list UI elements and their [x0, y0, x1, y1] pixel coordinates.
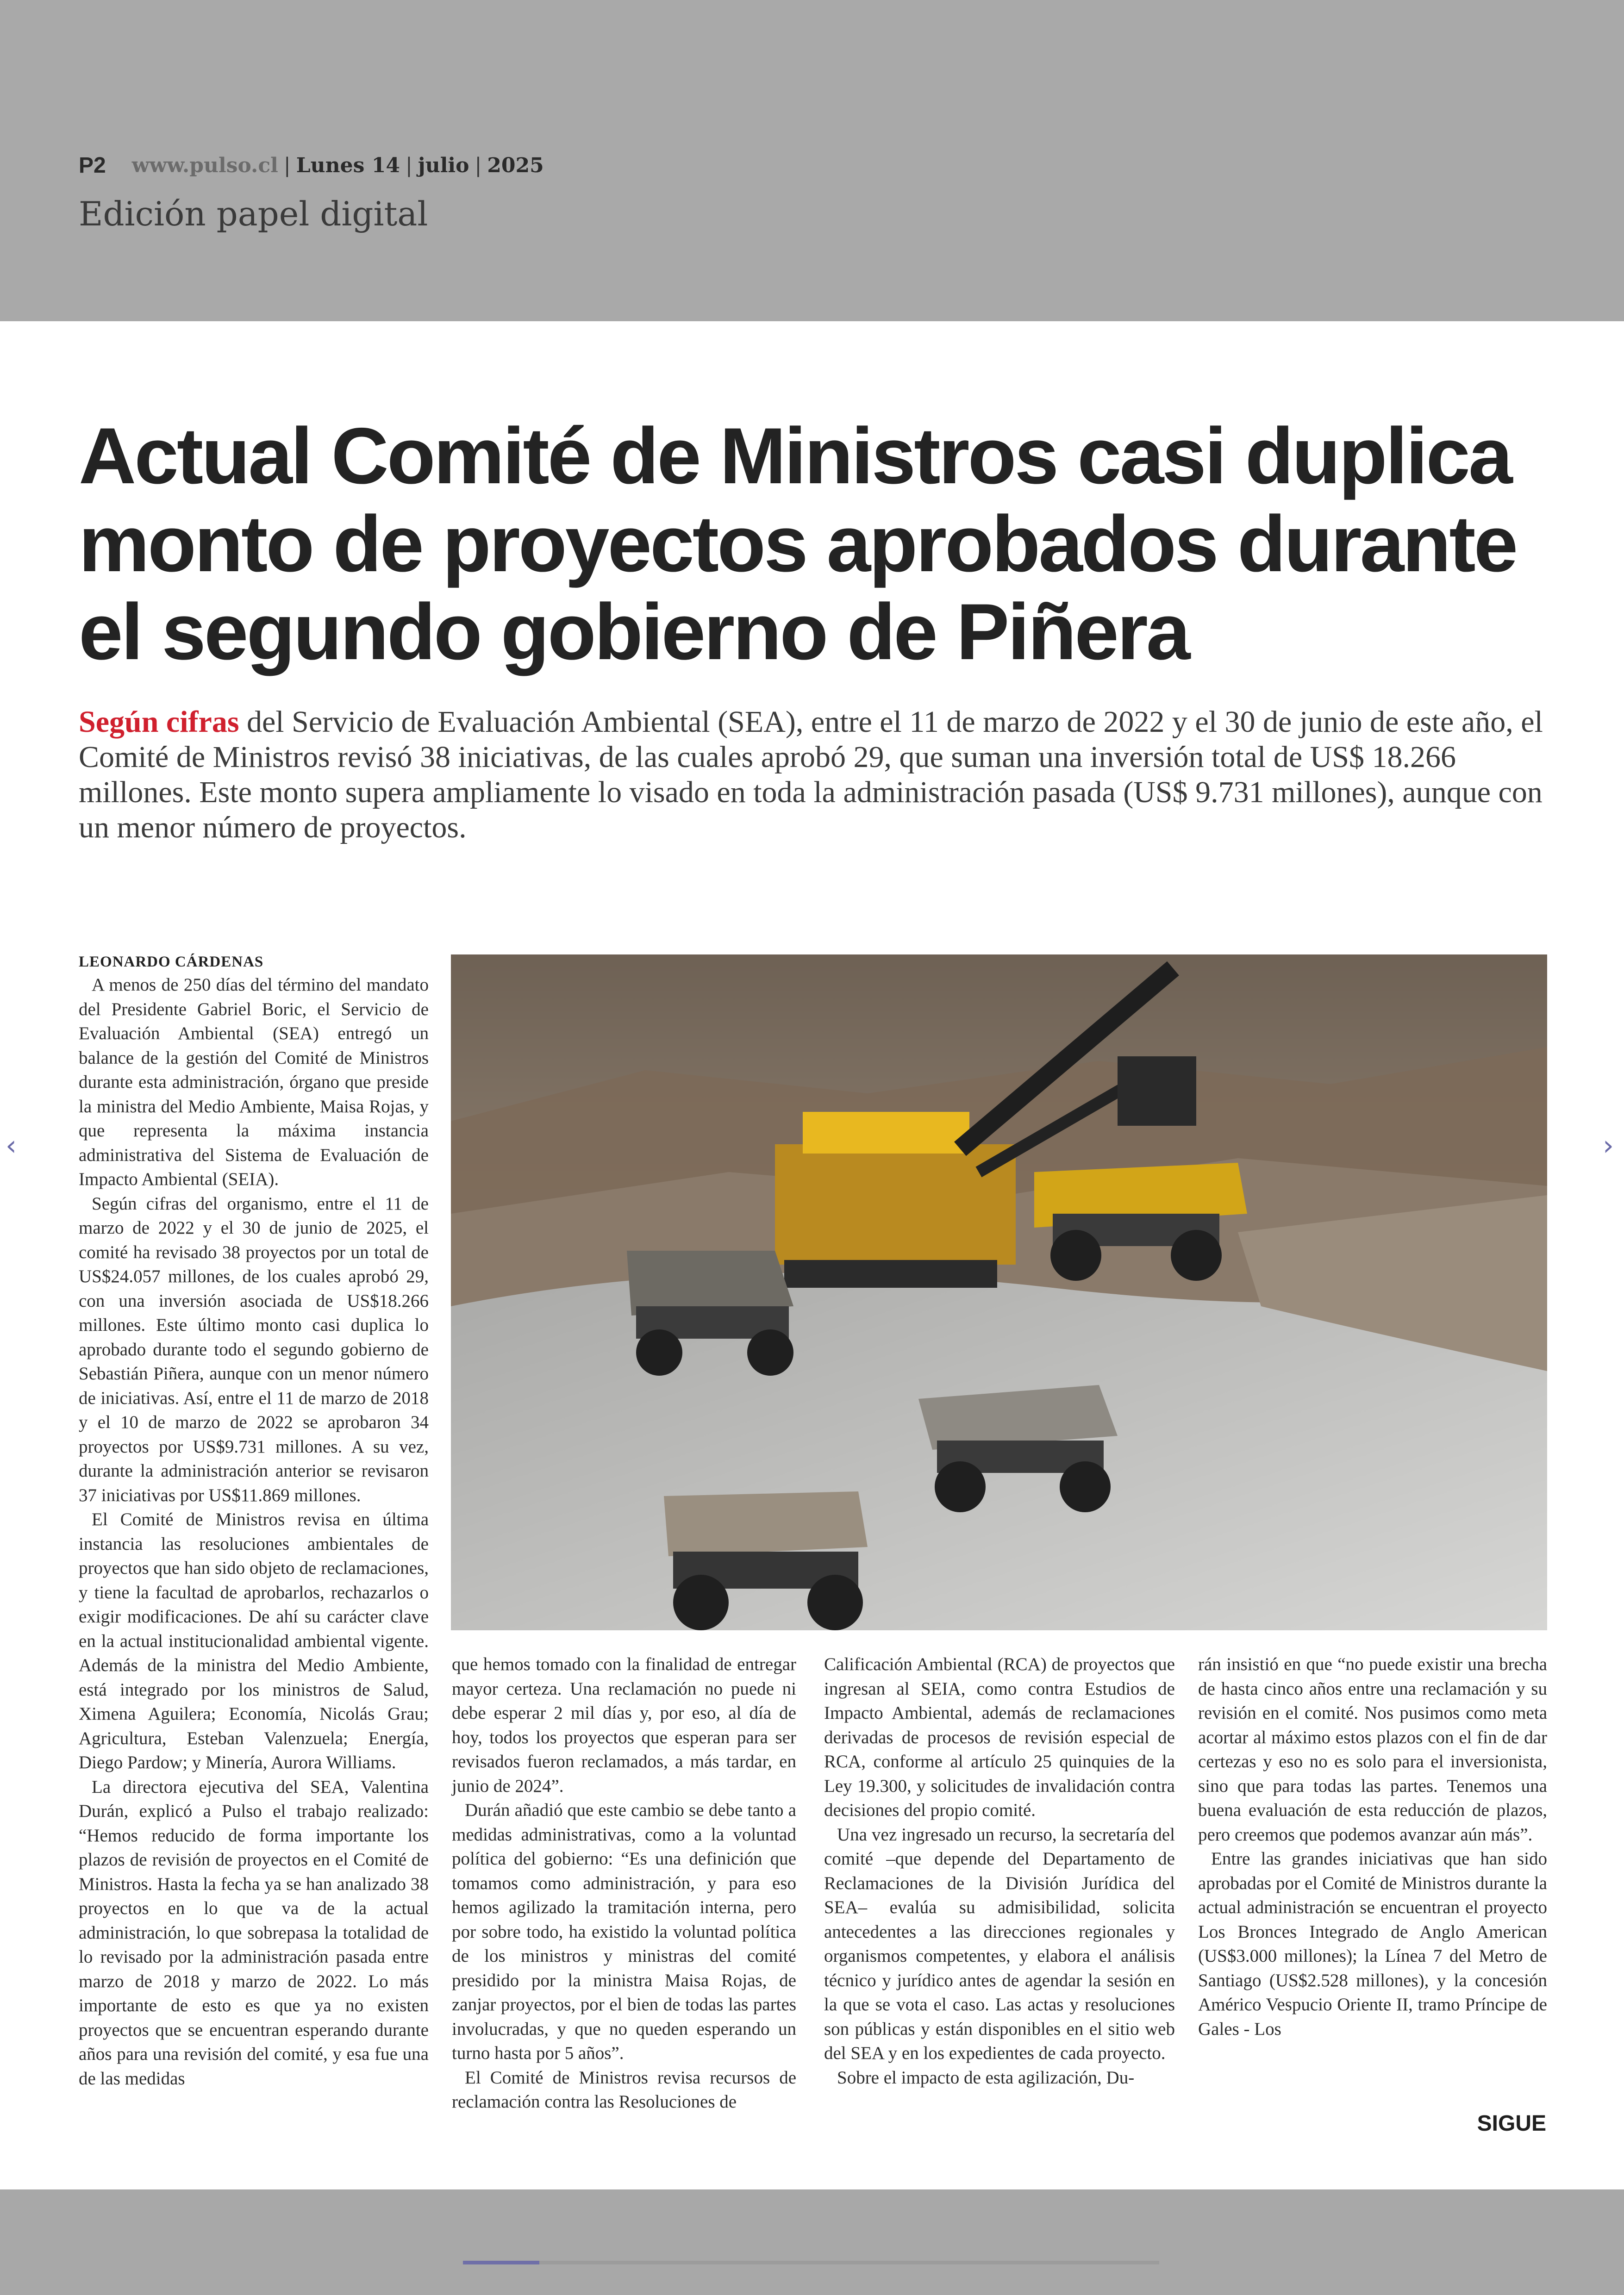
- paragraph: Según cifras del organismo, entre el 11 de marzo de 2022 y el 30 de junio de 2025, el comité ha revisado 38 proyectos por un total de US$24.057 millones, de los cuales aprobó 29, con una inversión asociada de US$18.266 millones. Este último monto casi duplica lo aprobado durante todo el segundo gobierno de Sebastián Piñera, aunque con un menor número de iniciativas. Así, entre el 11 de marzo de 2018 y el 10 de marzo de 2022 se aprobaron 34 proyectos por US$9.731 millones. A su vez, durante la administración anterior se revisaron 37 iniciativas por US$11.869 millones.: [79, 1193, 429, 1505]
- paragraph: Sobre el impacto de esta agilización, Du-: [837, 2067, 1135, 2088]
- page-progress-fill: [463, 2261, 539, 2264]
- lead-text: del Servicio de Evaluación Ambiental (SEA), entre el 11 de marzo de 2022 y el 30 de junio de este año, el Comité de Ministros revisó 38 iniciativas, de las cuales aprobó 29, que suman una inversión total de US$ 18.266 millones. Este monto supera ampliamente lo visado en toda la administración pasada (US$ 9.731 millones), aunque con un menor número de proyectos.: [79, 705, 1543, 844]
- paragraph: A menos de 250 días del término del mandato del Presidente Gabriel Boric, el Servicio de Evaluación Ambiental (SEA) entregó un balance de la gestión del Comité de Ministros durante esta administración, órgano que preside la ministra del Medio Ambiente, Maisa Rojas, y que representa la máxima instancia administrativa del Sistema de Evaluación de Impacto Ambiental (SEIA).: [79, 975, 429, 1189]
- article-column-3: [824, 1653, 1175, 2090]
- paragraph: Entre las grandes iniciativas que han sido aprobadas por el Comité de Ministros durante la actual administración se encuentran el proyecto Los Bronces Integrado de Anglo American (US$3.000 millones); la Línea 7 del Metro de Santiago (US$2.528 millones), y la concesión Américo Vespucio Oriente II, tramo Príncipe de Gales - Los: [1198, 1849, 1547, 2039]
- page-meta: [79, 149, 544, 181]
- paragraph: rán insistió en que “no puede existir una brecha de hasta cinco años entre una reclamación y su revisión en el comité. Nos pusimos como meta acortar al máximo estos plazos con el fin de dar certezas y eso no es solo para el inversionista, sino que para todas las partes. Tenemos una buena evaluación de esta reducción de plazos, pero creemos que podemos avanzar aún más”.: [1198, 1654, 1547, 1845]
- article-column-4: [1198, 1653, 1547, 2041]
- article-column-1: [79, 973, 429, 2091]
- page-number: P2: [79, 153, 106, 178]
- paragraph: que hemos tomado con la finalidad de entregar mayor certeza. Una reclamación no puede ni debe esperar 2 mil días y, por eso, al día de hoy, todos los proyectos que esperan para ser revisados fueron reclamados, a más tardar, en junio de 2024”.: [452, 1654, 796, 1796]
- lead-kicker: Según cifras: [79, 705, 239, 739]
- article-lead: [79, 705, 1551, 845]
- paragraph: El Comité de Ministros revisa en última instancia las resoluciones ambientales de proyectos que han sido objeto de reclamaciones, y tiene la facultad de aprobarlos, rechazarlos o exigir modificaciones. De ahí su carácter clave en la actual institucionalidad ambiental vigente. Además de la ministra del Medio Ambiente, está integrado por los ministros de Salud, Ximena Aguilera; Economía, Nicolás Grau; Agricultura, Esteban Valenzuela; Energía, Diego Pardow; y Minería, Aurora Williams.: [79, 1509, 429, 1772]
- paragraph: Calificación Ambiental (RCA) de proyectos que ingresan al SEIA, como contra Estudios de Impacto Ambiental, además de reclamaciones derivadas de procesos de revisión especial de RCA, conforme al artículo 25 quinquies de la Ley 19.300, y solicitudes de invalidación contra decisiones del propio comité.: [824, 1654, 1175, 1820]
- byline: LEONARDO CÁRDENAS: [79, 954, 264, 970]
- meta-divider: |: [405, 153, 412, 177]
- mine-photo: [451, 954, 1547, 1630]
- edition-label: Edición papel digital: [79, 194, 428, 233]
- paragraph: Una vez ingresado un recurso, la secretaría del comité –que depende del Departamento de Reclamaciones de la División Jurídica del SEA– evalúa su admisibilidad, solicita antecedentes a las direcciones regionales y organismos competentes, y elabora el análisis técnico y jurídico antes de agendar la sesión en la que se vota el caso. Las actas y resoluciones son públicas y están disponibles en el sitio web del SEA y en los expedientes de cada proyecto.: [824, 1824, 1175, 2063]
- meta-divider: |: [475, 153, 482, 177]
- article-headline: Actual Comité de Ministros casi duplica monto de proyectos aprobados durante el segundo gobierno de Piñera: [79, 412, 1517, 676]
- chevron-right-icon[interactable]: ›: [1603, 1129, 1614, 1162]
- continues-label: SIGUE: [1477, 2111, 1546, 2136]
- page-progress-track[interactable]: [463, 2261, 1159, 2264]
- paragraph: El Comité de Ministros revisa recursos de reclamación contra las Resoluciones de: [452, 2067, 796, 2112]
- viewer-bottom-bar: [0, 2189, 1624, 2295]
- meta-divider: |: [283, 153, 291, 177]
- site-url: www.pulso.cl: [131, 153, 278, 177]
- date-year: 2025: [487, 153, 544, 177]
- paragraph: La directora ejecutiva del SEA, Valentina Durán, explicó a Pulso el trabajo realizado: “Hemos reducido de forma importante los plazos de revisión de proyectos en el Comité de Ministros. Hasta la fecha ya se han analizado 38 proyectos en lo que va de la actual administración, lo que sobrepasa la totalidad de lo revisado por la administración pasada entre marzo de 2018 y marzo de 2022. Lo más importante de esto es que ya no existen proyectos que se encuentran esperando durante años para una revisión del comité, y esa fue una de las medidas: [79, 1777, 429, 2089]
- header-bar: [0, 0, 1624, 321]
- article-column-2: [452, 1653, 796, 2114]
- paragraph: Durán añadió que este cambio se debe tanto a medidas administrativas, como a la voluntad política del gobierno: “Es una definición que tomamos como administración, y para eso hemos agilizado la tramitación interna, pero por sobre todo, ha existido la voluntad política de los ministros y ministras del comité presidido por la ministra Maisa Rojas, de zanjar proyectos, por el bien de todas las partes involucradas, y que no queden esperando un turno hasta por 5 años”.: [452, 1800, 796, 2063]
- chevron-left-icon[interactable]: ‹: [6, 1129, 17, 1162]
- date-month: julio: [418, 153, 469, 177]
- date-day: Lunes 14: [296, 153, 400, 177]
